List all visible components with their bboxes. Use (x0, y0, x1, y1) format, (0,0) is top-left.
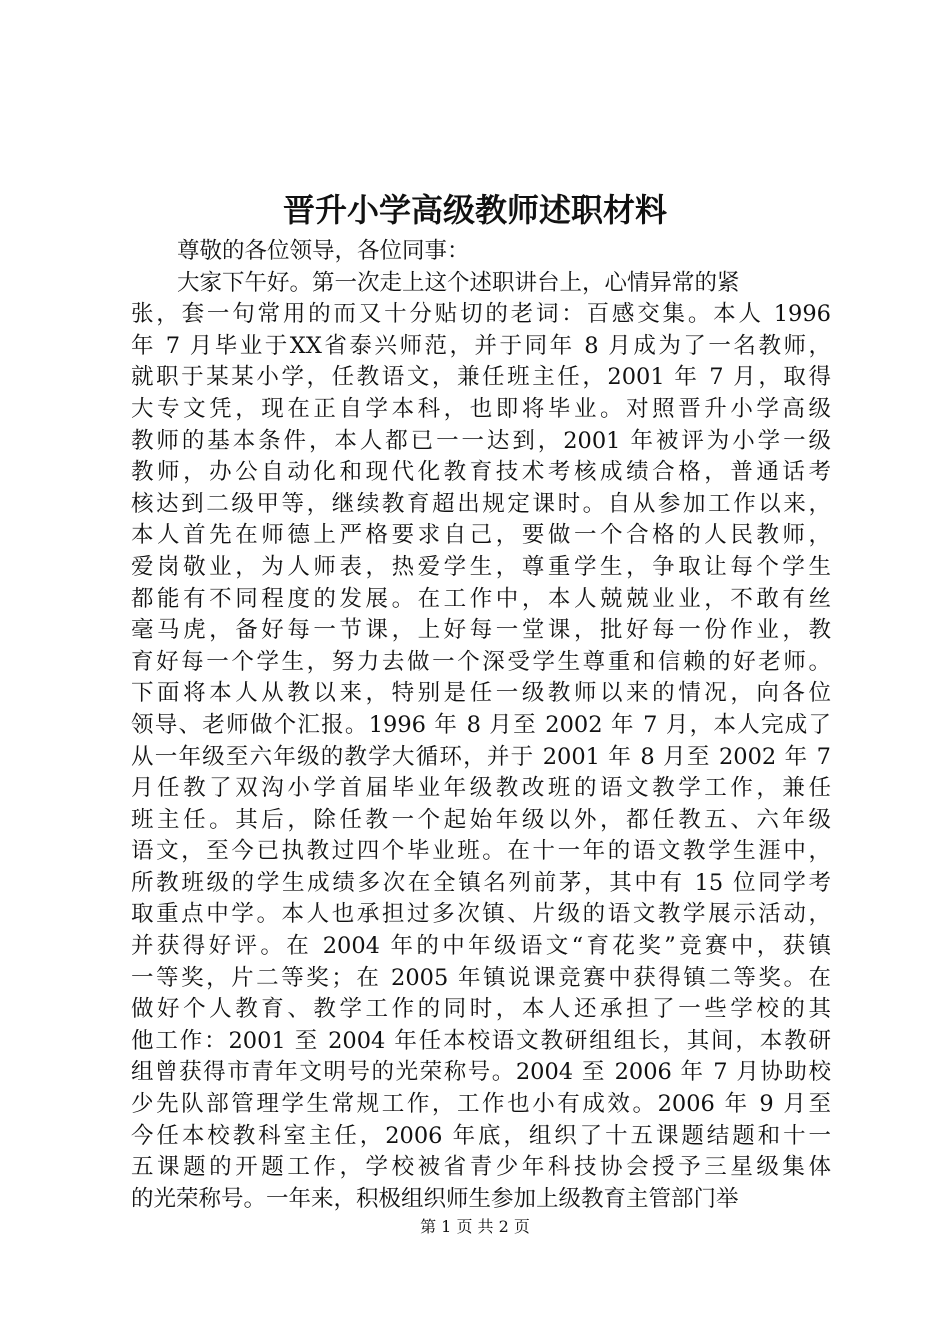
paragraph-line: 今任本校教科室主任，2006 年底，组织了十五课题结题和十一 (131, 1122, 831, 1149)
paragraph-line: 少先队部管理学生常规工作，工作也小有成效。2006 年 9 月至 (131, 1091, 831, 1118)
paragraph-line: 都能有不同程度的发展。在工作中，本人兢兢业业，不敢有丝 (131, 585, 831, 612)
paragraph-line: 本人首先在师德上严格要求自己，要做一个合格的人民教师， (131, 522, 831, 549)
paragraph-line: 核达到二级甲等，继续教育超出规定课时。自从参加工作以来， (131, 490, 831, 517)
paragraph-line: 五课题的开题工作，学校被省青少年科技协会授予三星级集体 (131, 1154, 831, 1181)
paragraph-line: 育好每一个学生，努力去做一个深受学生尊重和信赖的好老师。 (131, 648, 831, 675)
paragraph-line: 语文，至今已执教过四个毕业班。在十一年的语文教学生涯中， (131, 838, 831, 865)
paragraph-line: 年 7 月毕业于XX省泰兴师范，并于同年 8 月成为了一名教师， (131, 332, 831, 359)
paragraph-line: 爱岗敬业，为人师表，热爱学生，尊重学生，争取让每个学生 (131, 553, 831, 580)
paragraph-line: 教师的基本条件，本人都已一一达到，2001 年被评为小学一级 (131, 427, 831, 454)
paragraph-line: 并获得好评。在 2004 年的中年级语文“育花奖”竞赛中，获镇 (131, 933, 831, 960)
paragraph-line: 班主任。其后，除任教一个起始年级以外，都任教五、六年级 (131, 806, 831, 833)
paragraph-line: 他工作：2001 至 2004 年任本校语文教研组组长，其间，本教研 (131, 1027, 831, 1054)
paragraph-line: 月任教了双沟小学首届毕业年级教改班的语文教学工作，兼任 (131, 775, 831, 802)
paragraph-line: 从一年级至六年级的教学大循环，并于 2001 年 8 月至 2002 年 7 (131, 743, 831, 770)
paragraph-line: 大家下午好。第一次走上这个述职讲台上，心情异常的紧 (177, 269, 740, 296)
paragraph-line: 下面将本人从教以来，特别是任一级教师以来的情况，向各位 (131, 680, 831, 707)
salutation: 尊敬的各位领导，各位同事： (177, 238, 470, 264)
page-footer: 第 1 页 共 2 页 (420, 1217, 530, 1236)
paragraph-line: 领导、老师做个汇报。1996 年 8 月至 2002 年 7 月，本人完成了 (131, 711, 831, 738)
paragraph-line: 取重点中学。本人也承担过多次镇、片级的语文教学展示活动， (131, 901, 831, 928)
paragraph-line: 一等奖，片二等奖；在 2005 年镇说课竞赛中获得镇二等奖。在 (131, 964, 831, 991)
paragraph-line: 教师，办公自动化和现代化教育技术考核成绩合格，普通话考 (131, 459, 831, 486)
paragraph-line: 做好个人教育、教学工作的同时，本人还承担了一些学校的其 (131, 996, 831, 1023)
document-body (131, 236, 831, 1215)
paragraph-line: 毫马虎，备好每一节课，上好每一堂课，批好每一份作业，教 (131, 617, 831, 644)
paragraph-line: 就职于某某小学，任教语文，兼任班主任，2001 年 7 月，取得 (131, 364, 831, 391)
paragraph-line: 张，套一句常用的而又十分贴切的老词：百感交集。本人 1996 (131, 301, 831, 328)
paragraph-line: 所教班级的学生成绩多次在全镇名列前茅，其中有 15 位同学考 (131, 869, 831, 896)
paragraph-line: 的光荣称号。一年来，积极组织师生参加上级教育主管部门举 (131, 1185, 739, 1212)
paragraph-line: 组曾获得市青年文明号的光荣称号。2004 至 2006 年 7 月协助校 (131, 1059, 831, 1086)
paragraph-line: 大专文凭，现在正自学本科，也即将毕业。对照晋升小学高级 (131, 395, 831, 422)
page-title: 晋升小学高级教师述职材料 (282, 191, 667, 229)
